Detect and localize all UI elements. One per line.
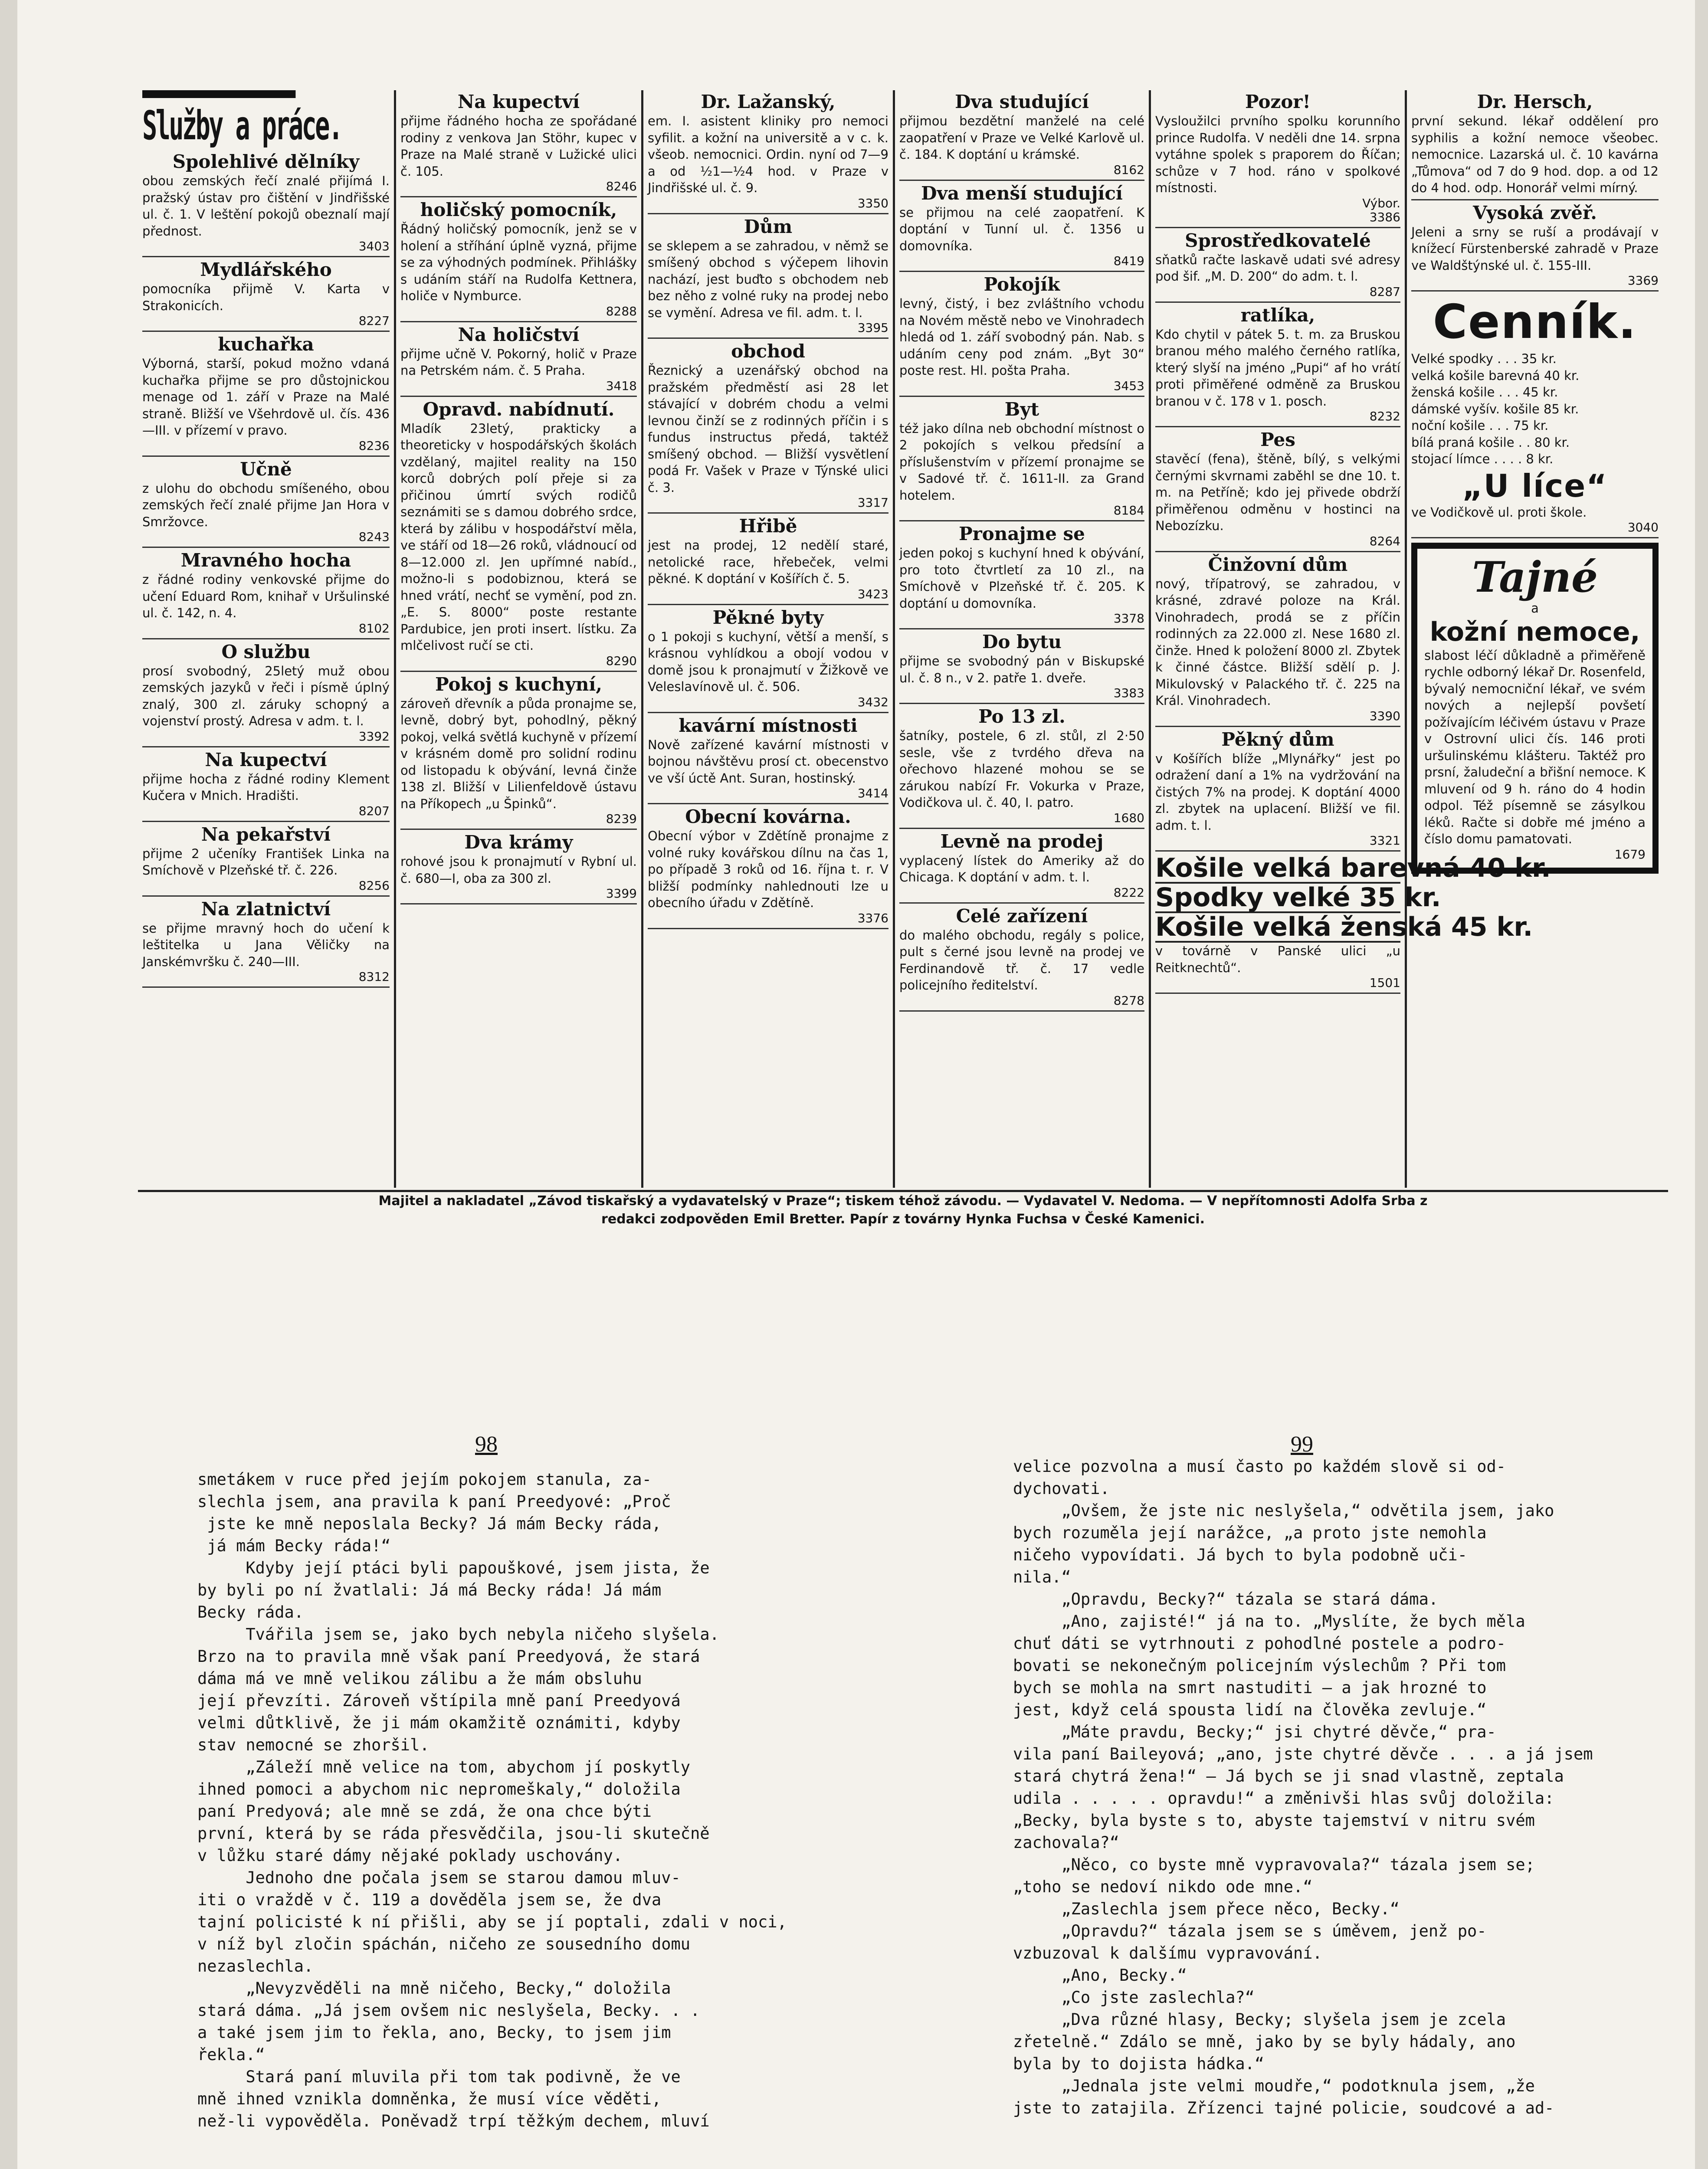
ad-number: 3321 <box>1369 833 1400 848</box>
imprint-footer <box>138 1190 1668 1229</box>
classified-ad <box>648 608 888 713</box>
ad-headline: O službu <box>221 641 311 662</box>
classified-ad <box>142 550 390 639</box>
ad-body: rohové jsou k pronajmutí v Rybní ul. č. 680—I, oba za 300 zl. <box>400 854 637 886</box>
classified-ad <box>648 92 888 214</box>
ad-number: 8287 <box>1369 284 1400 299</box>
ad-body: Vysloužilci prvního spolku korunního prince Rudolfa. V neděli dne 14. srpna vytáhne spolek s praporem do Říčan; schůze v 7 hod. ráno v spolkové místnosti. <box>1155 114 1400 195</box>
ad-body: prosí svobodný, 25letý muž obou zemských jazyků v řeči i písmě úplný znalý, 300 zl. záruky schopný a vojenství prostý. Adresa v adm. t. l. <box>142 663 390 728</box>
ad-headline: obchod <box>731 341 805 362</box>
ad-headline: Opravd. nabídnutí. <box>423 398 615 420</box>
ad-headline: holičský pomocník, <box>420 199 617 220</box>
left-page-number: 98 <box>475 1432 498 1457</box>
ad-headline: Tajné <box>1472 553 1598 602</box>
classified-ad <box>899 183 1144 272</box>
ad-number: 3040 <box>1627 520 1659 534</box>
ad-body: též jako dílna neb obchodní místnost o 2 pokojích s velkou předsíní a příslušenstvím v přízemí pronajme se v Sadové tř. č. 1611-II. za Grand hotelem. <box>899 421 1144 503</box>
ad-headline: Pěkné byty <box>712 606 824 628</box>
classified-ad <box>142 899 390 988</box>
ad-number: 8256 <box>358 878 390 893</box>
ad-number: 3453 <box>1113 378 1144 393</box>
classified-ad <box>648 807 888 929</box>
scan-edge-right <box>1695 0 1708 2169</box>
ad-headline: Byt <box>1004 398 1039 420</box>
ad-column-4 <box>895 90 1151 1188</box>
ad-number: 3399 <box>606 886 637 901</box>
ad-column-6 <box>1407 90 1663 1188</box>
ad-number: 3386 <box>1369 210 1400 224</box>
ad-body: pomocníka přijmě V. Karta v Strakonicích. <box>142 282 390 313</box>
price-list-title: Cenník. <box>1433 295 1637 349</box>
classified-ad <box>1155 555 1400 727</box>
ad-body: přijme se svobodný pán v Biskupské ul. č. 8 n., v 2. patře 1. dveře. <box>899 654 1144 685</box>
classified-ad <box>142 334 390 457</box>
ad-headline: Celé zařízení <box>956 905 1088 927</box>
ad-body: jest na prodej, 12 nedělí staré, netolické race, hřebeček, velmi pěkné. K doptání v Košířích č. 5. <box>648 538 888 586</box>
ad-column-1 <box>138 90 396 1188</box>
classified-ad <box>142 750 390 822</box>
ad-number: 8243 <box>358 530 390 544</box>
ad-number: 3432 <box>857 695 888 709</box>
ad-body: v Košířích blíže „Mlynářky“ jest po odražení daní a 1% na vydržování na čistých 7% na prodej. K doptání 4000 zl. zbytek na uplacení. Bližší ve fil. adm. t. l. <box>1155 751 1400 833</box>
classified-ad <box>648 716 888 805</box>
classified-ad <box>400 400 637 672</box>
ad-columns <box>138 90 1668 1188</box>
ad-headline: Vysoká zvěř. <box>1473 202 1597 223</box>
ad-body: z ulohu do obchodu smíšeného, obou zemských řečí znalé přijme Jan Hora v Smržovce. <box>142 481 390 529</box>
ad-headline: Hřibě <box>739 515 797 537</box>
ad-body: z řádné rodiny venkovské přijme do učení Eduard Rom, knihař v Uršulinské ul. č. 142, n. 4. <box>142 572 390 620</box>
classified-ad <box>899 524 1144 629</box>
ad-number: 3392 <box>358 729 390 744</box>
classified-ad <box>400 325 637 397</box>
ad-headline: Na kupectví <box>457 91 580 112</box>
ad-number: 3317 <box>857 495 888 510</box>
ad-body: Výborná, starší, pokud možno vdaná kuchařka přijme se pro důstojnickou menage od 1. září v Praze na Malé straně. Bližší ve Všehrdově ul. čís. 436—III. v přízemí v pravo. <box>142 356 390 438</box>
ad-headline: Činžovní dům <box>1208 554 1348 575</box>
ad-body: Jeleni a srny se ruší a prodávají v knížecí Fürstenberské zahradě v Praze ve Waldštýnské ul. č. 155-III. <box>1411 224 1659 273</box>
ad-body: přijmou bezdětní manželé na celé zaopatření v Praze ve Velké Karlově ul. č. 184. K doptání u krámské. <box>899 114 1144 162</box>
ad-body: Nově zařízené kavární místnosti v bojnou návštěvu prosí ct. obecenstvo ve vší úctě Ant. Suran, hostinský. <box>648 737 888 786</box>
ad-number: 8290 <box>606 653 637 668</box>
ad-number: 3369 <box>1627 273 1659 288</box>
ad-body: přijme učně V. Pokorný, holič v Praze na Petrském nám. č. 5 Praha. <box>400 346 637 378</box>
ad-column-3 <box>643 90 895 1188</box>
ad-body: Mladík 23letý, prakticky a theoreticky v hospodářských školách vzdělaný, majitel reality na 150 korců dobrých polí přeje si za přičinou úmrtí svých rodičů seznámiti se s damou dobrého srdce, která by zálibu v hospodářství měla, ve stáří od 18—26 roků, vládnoucí od 8—12.000 zl. Jen upřímné nabíd., možno-li s podobiznou, která se hned vrátí, nechť se vymění, pod zn. „E. S. 8000“ poste restante Pardubice, jen proti insert. lístku. Za mlčelivost ručí se cti. <box>400 421 637 653</box>
ad-number: 3395 <box>857 321 888 335</box>
ad-body: přijme hocha z řádné rodiny Klement Kučera v Mnich. Hradišti. <box>142 771 390 803</box>
ad-signature: Výbor. <box>1362 196 1400 210</box>
ad-headline: Levně na prodej <box>940 830 1104 852</box>
ad-number: 1501 <box>1369 976 1400 990</box>
ad-body: Kdo chytil v pátek 5. t. m. za Bruskou branou mého malého černého ratlíka, který slyší na jméno „Pupi“ af ho vrátí proti přiměřené odměně za Bruskou branou v č. 178 v 1. posch. <box>1155 327 1400 409</box>
classified-ad <box>142 260 390 332</box>
shop-address: ve Vodičkově ul. proti škole. <box>1411 505 1587 520</box>
ad-body: o 1 pokoji s kuchyní, větší a menší, s krásnou vyhlídkou a obojí vodou v domě jsou k pronajmutí v Žižkově ve Veleslavínově ul. č. 506. <box>648 629 888 694</box>
ad-number: 1680 <box>1113 810 1144 825</box>
classified-ad <box>648 516 888 605</box>
ad-body: levný, čistý, i bez zvláštního vchodu na Novém městě nebo ve Vinohradech hledá od 1. září svobodný pán. Nab. s udáním ceny pod znám. „Byt 30“ poste rest. Hl. pošta Praha. <box>899 296 1144 378</box>
scan-edge-left <box>0 0 17 2169</box>
ad-body: do malého obchodu, regály s police, pult s černé jsou levně na prodej ve Ferdinandově tř. č. 17 vedle policejního ředitelství. <box>899 927 1144 993</box>
ad-headline: Na zlatnictví <box>201 898 331 920</box>
ad-number: 1679 <box>1614 847 1646 862</box>
ad-headline: Učně <box>240 458 292 480</box>
ad-number: 8222 <box>1113 885 1144 900</box>
price-line: Košile velká ženská 45 kr. <box>1155 912 1533 942</box>
ad-number: 3403 <box>358 239 390 253</box>
price-list-item: stojací límce . . . . 8 kr. <box>1411 452 1554 466</box>
ad-body: přijme řádného hocha ze spořádané rodiny z venkova Jan Stöhr, kupec v Praze na Malé straně v Lužické ulici č. 105. <box>400 114 637 179</box>
ad-body: přijme 2 učeníky František Linka na Smíchově v Plzeňské tř. č. 226. <box>142 846 390 878</box>
ad-number: 8239 <box>606 812 637 826</box>
masthead-title: Služby a práce. <box>142 90 295 147</box>
classified-ad <box>899 906 1144 1012</box>
ad-body: šatníky, postele, 6 zl. stůl, zl 2·50 sesle, vše z tvrdého dřeva na ořechovo hlazené mohou se se zárukou nabízí Fr. Vokurka v Praze, Vodičkova ul. č. 40, I. patro. <box>899 728 1144 810</box>
classified-ad <box>142 459 390 548</box>
ad-headline: kuchařka <box>218 334 314 355</box>
classified-ad <box>1411 294 1659 538</box>
ad-headline: Pokoj s kuchyní, <box>435 673 602 695</box>
classified-ad <box>400 675 637 830</box>
ad-headline: Sprostředkovatelé <box>1185 229 1371 251</box>
ad-number: 3418 <box>606 378 637 393</box>
classified-ad <box>1411 543 1659 874</box>
ad-headline: Spolehlivé dělníky <box>172 151 360 172</box>
ad-body: se sklepem a se zahradou, v němž se smíšený obchod s výčepem lihovin nachází, jest buďto s obchodem neb bez něho z volné ruky na prodej nebo se vymění. Adresa ve fil. adm. t. l. <box>648 238 888 320</box>
classified-ad <box>899 92 1144 181</box>
classified-ad <box>400 200 637 322</box>
classified-ad <box>142 825 390 897</box>
classified-ad <box>142 152 390 257</box>
ad-number: 8419 <box>1113 254 1144 268</box>
ad-body: obou zemských řečí znalé přijímá I. pražský ústav pro čištění v Jindřišské ul. č. 1. V leštění pokojů obeznalí mají přednost. <box>142 174 390 239</box>
price-list-item: bílá praná košile . . 80 kr. <box>1411 435 1570 450</box>
ad-number: 3376 <box>857 911 888 925</box>
price-list-item: velká košile barevná 40 kr. <box>1411 368 1580 383</box>
ad-body: Řádný holičský pomocník, jenž se v holení a stříhání úplně vyzná, přijme se za výhodných podmínek. Přihlášky s udáním stáří na Rudolfa Kettnera, holiče v Nymburce. <box>400 222 637 303</box>
ad-body: nový, třípatrový, se zahradou, v krásné, zdravé poloze na Král. Vinohradech, prodá se z příčin rodinných za 22.000 zl. Nese 1680 zl. činže. Hned k položení 8000 zl. Zbytek k činné částce. Bližší sdělí p. J. Mikulovský v Palackého tř. č. 225 na Král. Vinohradech. <box>1155 576 1400 708</box>
ad-body: slabost léčí důkladně a přiměřeně rychle odborný lékař Dr. Rosenfeld, bývalý nemocniční lékař, ve svém nových a nejlepší povšetí požívajícím léčivém ústavu v Praze v Ostrovní ulici čís. 146 proti uršulinskému klášteru. Taktéž pro prsní, žaludeční a břišní nemoce. K mluvení od 9 h. ráno do 4 hodin odpol. Též písemně se zásylkou léků. Račte si dobře mé jméno a číslo domu pamatovati. <box>1424 648 1646 846</box>
classified-ad <box>899 632 1144 704</box>
ad-headline: Dr. Lažanský, <box>701 91 836 112</box>
shop-name: „U líce“ <box>1462 467 1608 504</box>
ad-headline: Na pekařství <box>201 823 331 845</box>
ad-headline: Pokojík <box>983 274 1060 295</box>
ad-headline: Pozor! <box>1245 91 1311 112</box>
right-page-number: 99 <box>1291 1432 1313 1457</box>
ad-conjunction: a <box>1531 601 1539 616</box>
ad-body: v továrně v Panské ulici „u Reitknechtů“. <box>1155 944 1400 975</box>
classified-ad <box>899 275 1144 397</box>
ad-headline: Pronajme se <box>959 523 1085 544</box>
classified-ad <box>1155 231 1400 303</box>
ad-number: 8184 <box>1113 503 1144 518</box>
ad-number: 8278 <box>1113 993 1144 1008</box>
ad-number: 3414 <box>857 786 888 800</box>
ad-headline: Na holičství <box>458 324 580 345</box>
ad-number: 3390 <box>1369 708 1400 723</box>
ad-body: em. I. asistent kliniky pro nemoci syfilit. a kožní na universitě a v c. k. všeob. nemocnici. Ordin. nyní od 7—9 a od ½1—½4 hod. v Praze v Jindřišské ul. č. 9. <box>648 114 888 195</box>
ad-headline: Pěkný dům <box>1221 728 1334 750</box>
ad-headline: Dva krámy <box>464 832 573 853</box>
ad-column-2 <box>396 90 643 1188</box>
ad-body: se přijmou na celé zaopatření. K doptání v Tunní ul. č. 1356 u domovníka. <box>899 205 1144 253</box>
ad-headline: Pes <box>1260 429 1295 450</box>
price-list-item: ženská košile . . . 45 kr. <box>1411 385 1558 400</box>
price-list-item: noční košile . . . 75 kr. <box>1411 418 1549 433</box>
ad-body: se přijme mravný hoch do učení k leštitelka u Jana Věličky na Janskémvršku č. 240—III. <box>142 921 390 969</box>
ad-subheadline: kožní nemoce, <box>1429 616 1640 647</box>
ad-number: 8236 <box>358 438 390 453</box>
classified-ads-section <box>138 90 1668 1253</box>
ad-headline: Dr. Hersch, <box>1477 91 1593 112</box>
classified-ad <box>1411 203 1659 292</box>
right-page-text: velice pozvolna a musí často po každém slově si od- dychovati. „Ovšem, že jste nic neslyšela,“ odvětila jsem, jako bych rozuměla její narážce, „a proto jste nemohla ničeho vypovídati. Já bych to byla podobně uči- nila.“ „Opravdu, Becky?“ tázala se stará dáma. „Ano, zajisté!“ já na to. „Myslíte, že bych měla chuť dáti se vytrhnouti z pohodlné postele a podro- bovati se nekonečným policejním výslechům ? Při tom bych se mohla na smrt nastuditi — a jak hrozné to jest, když celá spousta lidí na člověka zevluje.“ „Máte pravdu, Becky;“ jsi chytré děvče,“ pra- vila paní Baileyová; „ano, jste chytré děvče . . . a já jsem stará chytrá žena!“ — Já bych se ji snad vlastně, zeptala udila . . . . . opravdu!“ a změnivši hlas svůj doložila: „Becky, byla byste s to, abyste tajemství v nitru svém zachovala?“ „Něco, co byste mně vypravovala?“ tázala jsem se; „toho se nedoví nikdo ode mne.“ „Zaslechla jsem přece něco, Becky.“ „Opravdu?“ tázala jsem se s úměvem, jenž po- vzbuzoval k dalšímu vypravování. „Ano, Becky.“ „Co jste zaslechla?“ „Dva různé hlasy, Becky; slyšela jsem je zcela zřetelně.“ Zdálo se mně, jako by se byly hádaly, ano byla by to dojista hádka.“ „Jednala jste velmi moudře,“ podotknula jsem, „že jste to zatajila. Zřízenci tajné policie, soudcové a ad- <box>1013 1457 1593 2117</box>
ad-body: zároveň dřevník a půda pronajme se, levně, dobrý byt, pohodlný, pěkný pokoj, velká světlá kuchyně v přízemí v krásném domě pro solidní rodinu od listopadu k obývání, levná činže 138 zl. Bližší v Lilienfeldově ústavu na Příkopech „u Špinků“. <box>400 696 637 811</box>
ad-body: Obecní výbor v Zdětíně pronajme z volné ruky kovářskou dílnu na čas 1, po případě 3 roků od 16. října t. r. V bližší podmínky nahlednouti lze u obecního úřadu v Zdětíně. <box>648 829 888 910</box>
classified-ad <box>899 707 1144 829</box>
ad-body: sňatků račte laskavě udati své adresy pod šif. „M. D. 200“ do adm. t. l. <box>1155 252 1400 284</box>
classified-ad <box>1155 305 1400 428</box>
classified-ad <box>899 832 1144 904</box>
ad-number: 8288 <box>606 304 637 318</box>
ad-headline: kavární místnosti <box>679 714 858 736</box>
classified-ad <box>400 92 637 197</box>
ad-number: 3423 <box>857 586 888 601</box>
classified-ad <box>1155 943 1400 994</box>
ad-number: 8264 <box>1369 534 1400 548</box>
ad-headline: Na kupectví <box>205 749 327 770</box>
ad-headline: ratlíka, <box>1240 304 1315 326</box>
ad-number: 3378 <box>1113 611 1144 626</box>
imprint-line-1: Majitel a nakladatel „Závod tiskařský a vydavatelský v Praze“; tiskem téhož závodu. — Vydavatel V. Nedoma. — V nepřítomnosti Adolfa Srba z <box>378 1193 1428 1209</box>
classified-ad <box>142 642 390 747</box>
ad-body: první sekund. lékař oddělení pro syphilis a kožní nemoce všeobec. nemocnice. Lazarská ul. č. 10 kavárna „Tůmova“ od 7 do 9 hod. dop. a od 12 do 4 hod. odp. Honorář velmi mírný. <box>1411 114 1659 195</box>
ad-number: 8162 <box>1113 162 1144 177</box>
classified-ad <box>1155 730 1400 852</box>
ad-headline: Dva menší studující <box>921 182 1123 204</box>
ad-body: stavěcí (fena), štěně, bílý, s velkými černými skvrnami zaběhl se dne 10. t. m. na Petříně; kdo jej přivede obdrží přiměřenou odměnu v hostinci na Nebozízku. <box>1155 452 1400 533</box>
ad-body: jeden pokoj s kuchyní hned k obývání, pro toto čtvrtletí za 10 zl., na Smíchově v Plzeňské tř. č. 205. K doptání u domovníka. <box>899 546 1144 611</box>
ad-number: 8102 <box>358 621 390 636</box>
ad-headline: Po 13 zl. <box>978 706 1065 727</box>
ad-number: 3350 <box>857 196 888 210</box>
classified-ad <box>1411 92 1659 200</box>
classified-ad <box>1155 430 1400 552</box>
ad-body: vyplacený lístek do Ameriky až do Chicaga. K doptání v adm. t. l. <box>899 853 1144 885</box>
ad-headline: Mravného hocha <box>180 550 351 571</box>
classified-ad <box>400 832 637 904</box>
ad-number: 8312 <box>358 970 390 984</box>
ad-headline: Do bytu <box>982 631 1062 652</box>
ad-headline: Mydlářského <box>200 259 332 280</box>
ad-number: 8232 <box>1369 409 1400 423</box>
classified-ad <box>648 341 888 514</box>
ad-number: 8227 <box>358 314 390 328</box>
ad-number: 8207 <box>358 803 390 818</box>
imprint-line-2: redakci zodpověden Emil Bretter. Papír z továrny Hynka Fuchsa v České Kamenici. <box>601 1212 1205 1227</box>
classified-ad <box>648 217 888 339</box>
ad-number: 3383 <box>1113 686 1144 700</box>
price-line: Spodky velké 35 kr. <box>1155 882 1441 913</box>
ad-number: 8246 <box>606 179 637 193</box>
left-page-text: smetákem v ruce před jejím pokojem stanula, za- slechla jsem, ana pravila k paní Preedyové: „Proč jste ke mně neposlala Becky? Já mám Becky ráda, já mám Becky ráda!“ Kdyby její ptáci byli papouškové, jsem jista, že by byli po ní žvatlali: Já má Becky ráda! Já mám Becky ráda. Tvářila jsem se, jako bych nebyla ničeho slyšela. Brzo na to pravila mně však paní Preedyová, že stará dáma má ve mně velikou zálibu a že mám obsluhu její převzíti. Zároveň vštípila mně paní Preedyová velmi důtklivě, že ji mám okamžitě oznámiti, kdyby stav nemocné se zhoršil. „Záleží mně velice na tom, abychom jí poskytly ihned pomoci a abychom nic nepromeškaly,“ doložila paní Predyová; ale mně se zdá, že ona chce býti první, která by se ráda přesvědčila, jsou-li skutečně v lůžku staré dámy nějaké poklady uschovány. Jednoho dne počala jsem se starou damou mluv- iti o vraždě v č. 119 a dověděla jsem se, že dva tajní policisté k ní přišli, aby se jí poptali, zdali v noci, v níž byl zločin spáchán, ničeho ze sousedního domu nezaslechla. „Nevyzvěděli na mně ničeho, Becky,“ doložila stará dáma. „Já jsem ovšem nic neslyšela, Becky. . . a také jsem jim to řekla, ano, Becky, to jsem jim řekla.“ Stará paní mluvila při tom tak podivně, že ve mně ihned vznikla domněnka, že musí více věděti, než-li vypověděla. Poněvadž trpí těžkým dechem, mluví <box>197 1470 787 2130</box>
classified-ad <box>899 400 1144 522</box>
price-list-item: dámské vyšív. košile 85 kr. <box>1411 401 1579 416</box>
classified-ad <box>1155 92 1400 228</box>
ad-headline: Dům <box>744 216 793 237</box>
price-list-item: Velké spodky . . . 35 kr. <box>1411 351 1557 366</box>
price-line: Košile velká barevná 40 kr. <box>1155 853 1551 883</box>
ad-headline: Obecní kovárna. <box>685 806 851 827</box>
ad-body: Řeznický a uzenářský obchod na pražském předměstí asi 28 let stávající v dobrém chodu a velmi levnou činží se z rodinných příčin i s fundus instructus předá, taktéž smíšený obchod. — Bližší vysvětlení podá Fr. Vašek v Praze v Týnské ulici č. 3. <box>648 363 888 495</box>
ad-headline: Dva studující <box>955 91 1089 112</box>
